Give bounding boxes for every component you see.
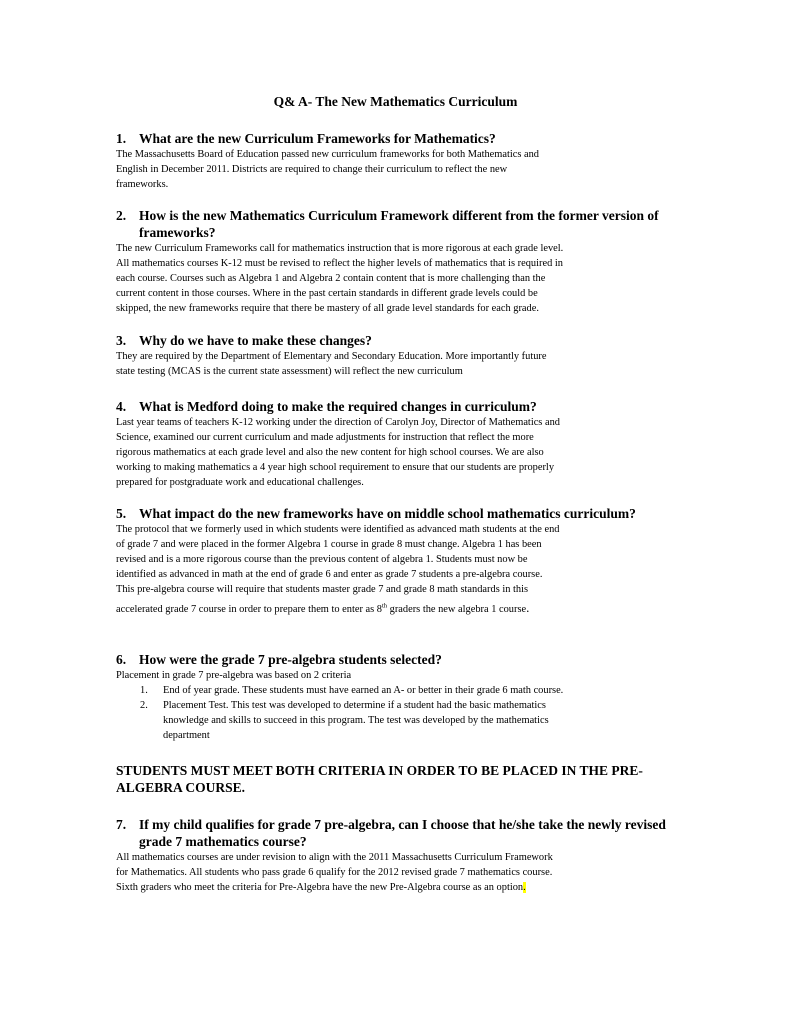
question-7 xyxy=(116,816,676,895)
question-number: 3. xyxy=(116,333,127,348)
question-6 xyxy=(116,651,676,743)
answer-text: They are required by the Department of Elementary and Secondary Education. More importantly future state testing (MCAS is the current state assessment) will reflect the new curriculum xyxy=(116,351,547,377)
question-number: 7. xyxy=(116,817,127,832)
ordinal-suffix: th xyxy=(381,602,388,610)
question-number: 6. xyxy=(116,652,127,667)
answer-text: The Massachusetts Board of Education passed new curriculum frameworks for both Mathematics and English in December 2011. Districts are required to change their curriculum to reflect the new frameworks. xyxy=(116,149,540,190)
criteria-list xyxy=(116,683,676,743)
answer-text: The protocol that we formerly used in which students were identified as advanced math students at the end of grade 7 and were placed in the former Algebra 1 course in grade 8 must change. Algebra 1 has been revised and is a more rigorous course than the previous content of algebra 1. Students must now be identified as advanced in math at the end of grade 6 and enter as grade 7 students a pre-algebra course. This pre-algebra course will require that students master grade 7 and grade 8 math standards in this accelerated grade 7 course in order to prepare them to enter as 8th graders the new algebra 1 course. xyxy=(116,524,560,615)
question-3 xyxy=(116,332,676,379)
question-heading: 2. How is the new Mathematics Curriculum Framework different from the former version of frameworks? xyxy=(116,208,659,240)
answer-text: The new Curriculum Frameworks call for mathematics instruction that is more rigorous at each grade level. All mathematics courses K-12 must be revised to reflect the higher levels of mathematics that is required in each course. Courses such as Algebra 1 and Algebra 2 contain content that is more challenging than the current content in those courses. Where in the past certain standards in different grade levels could be skipped, the new frameworks require that there be mastery of all grade level standards for each grade. xyxy=(116,243,564,314)
question-2 xyxy=(116,207,676,316)
question-number: 1. xyxy=(116,131,127,146)
question-heading: 4. What is Medford doing to make the required changes in curriculum? xyxy=(116,399,537,414)
answer-text: All mathematics courses are under revision to align with the 2011 Massachusetts Curriculum Framework for Mathematics. All students who pass grade 6 qualify for the 2012 revised grade 7 mathematics course. Sixth graders who meet the criteria for Pre-Algebra have the new Pre-Algebra course as an option. xyxy=(116,852,553,893)
question-heading: 5. What impact do the new frameworks have on middle school mathematics curriculum? xyxy=(116,506,636,521)
criteria-intro: Placement in grade 7 pre-algebra was based on 2 criteria xyxy=(116,670,352,681)
answer-text: Last year teams of teachers K-12 working under the direction of Carolyn Joy, Director of Mathematics and Science, examined our current curriculum and made adjustments for instruction that reflect the more rigorous mathematics at each grade level and also the new content for high school courses. We are also working to making mathematics a 4 year high school requirement to ensure that our students are properly prepared for postgraduate work and educational challenges. xyxy=(116,417,560,488)
criteria-banner: STUDENTS MUST MEET BOTH CRITERIA IN ORDER TO BE PLACED IN THE PRE-ALGEBRA COURSE. xyxy=(116,763,643,795)
question-number: 4. xyxy=(116,399,127,414)
question-4 xyxy=(116,398,676,490)
question-1 xyxy=(116,130,676,192)
document-title: Q& A- The New Mathematics Curriculum xyxy=(273,94,518,109)
question-number: 5. xyxy=(116,506,127,521)
answer-last-line: accelerated grade 7 course in order to prepare them to enter as 8th graders the new algebra 1 course. xyxy=(116,600,530,615)
criteria-number: 2. xyxy=(140,700,148,711)
question-5 xyxy=(116,505,676,617)
criteria-item: 2. Placement Test. This test was developed to determine if a student had the basic mathematics knowledge and skills to succeed in this program. The test was developed by the mathematics department xyxy=(140,700,549,741)
criteria-number: 1. xyxy=(140,685,148,696)
highlighted-period: . xyxy=(523,882,526,893)
question-number: 2. xyxy=(116,208,127,223)
criteria-item: 1. End of year grade. These students must have earned an A- or better in their grade 6 math course. xyxy=(140,685,564,696)
question-heading: 1. What are the new Curriculum Frameworks for Mathematics? xyxy=(116,131,496,146)
question-heading: 6. How were the grade 7 pre-algebra students selected? xyxy=(116,652,442,667)
question-heading: 3. Why do we have to make these changes? xyxy=(116,333,372,348)
question-heading: 7. If my child qualifies for grade 7 pre-algebra, can I choose that he/she take the newly revised grade 7 mathematics course? xyxy=(116,817,666,849)
